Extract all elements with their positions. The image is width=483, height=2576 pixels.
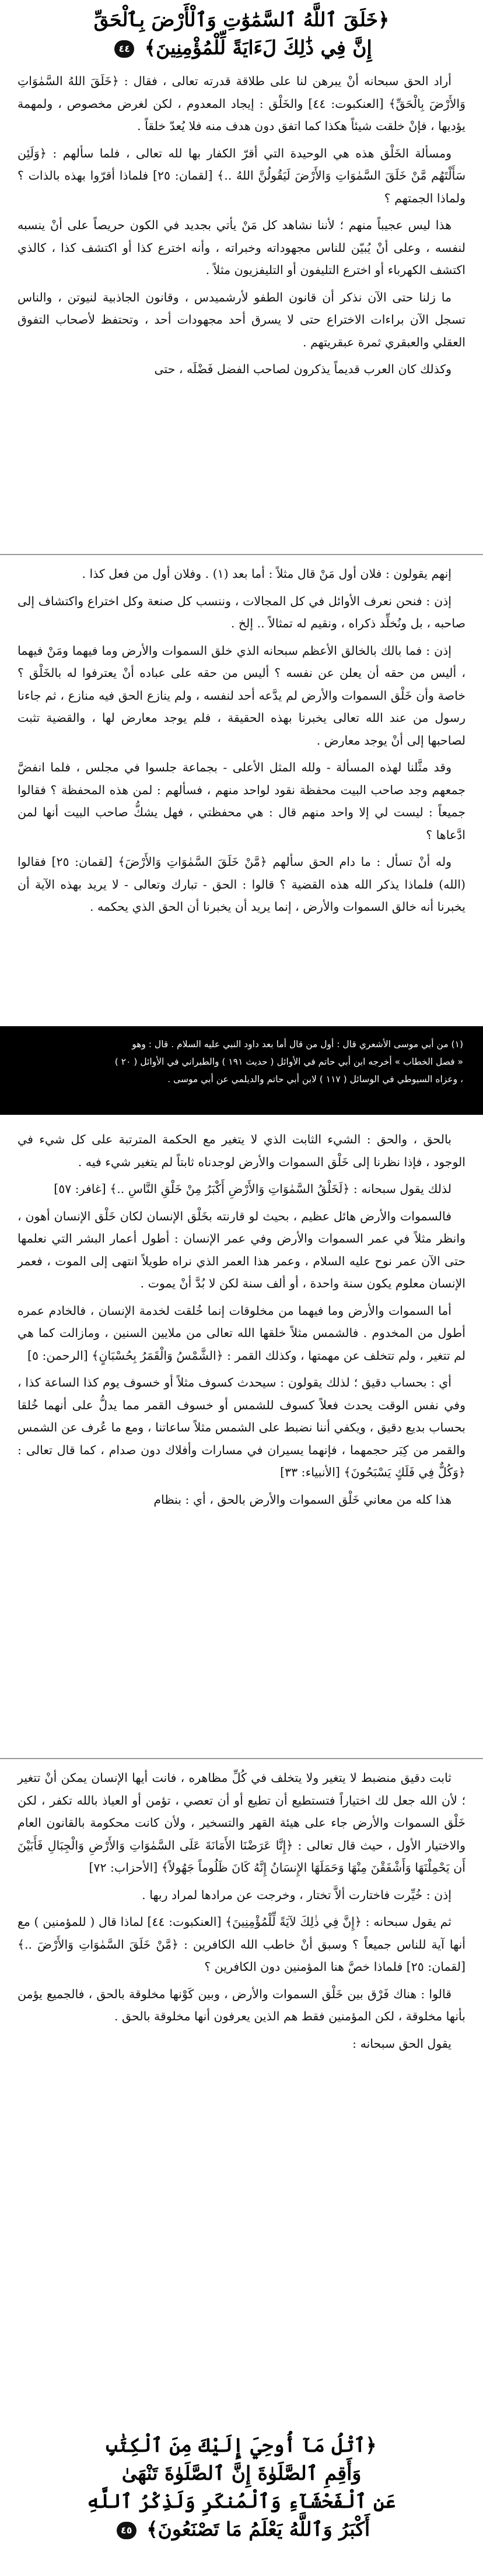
- paragraph: يقول الحق سبحانه :: [352, 2036, 452, 2051]
- paragraph: إذن : فنحن نعرف الأوائل في كل المجالات ، وننسب كل صنعة وكل اختراع واكتشاف إلى صاحبه ، بل ونُخلِّد ذكراه ، ونقيم له تمثالاً .. إلخ .: [18, 594, 466, 630]
- footnote-line-2: « فصل الخطاب » أخرجه ابن أبي حاتم في الأوائل ( حديث ١٩١ ) والطبراني في الأوائل ( ٢٠ ): [114, 1057, 463, 1067]
- footer-verse-line-2: وَأَقِمِ ٱلصَّلَوٰةَ إِنَّ ٱلصَّلَوٰةَ تَنْهَىٰ: [121, 2462, 362, 2484]
- paragraph: ثم يقول سبحانه : ﴿إِنَّ فِي ذٰلِكَ لآيَةً لِّلْمُؤْمِنِينَ﴾ [العنكبوت: ٤٤] لماذا قال ( للمؤمنين ) مع أنها آية للناس جميعاً ؟ وسبق أنْ خاطب الله الكافرين : ﴿مَّنْ خَلَقَ السَّمٰوَاتِ وَالأَرْضَ ..﴾ [لقمان: ٢٥] فلماذا خصَّ هنا المؤمنين دون الكافرين ؟: [18, 1915, 466, 1974]
- footer-verse-line-1: ﴿ٱتْلُ مَآ أُوحِيَ إِلَيْكَ مِنَ ٱلْكِتَٰبِ: [106, 2434, 377, 2456]
- footer-verse-line-4-text: أَكْبَرُ وَٱللَّهُ يَعْلَمُ مَا تَصْنَعُونَ﴾: [146, 2518, 370, 2540]
- paragraph: ما زلنا حتى الآن نذكر أن قانون الطفو لأرشميدس ، وقانون الجاذبية لنيوتن ، والناس تسجل الآن براءات الاختراع حتى لا يسرق أحد مجهودات أحد ، وتحتفظ لأصحاب التفوق العقلي والعبقري ثمرة عبقريتهم .: [18, 290, 466, 349]
- footer-verse: [64, 2431, 419, 2543]
- paragraph: قالوا : هناك فَرْق بين خَلْق السموات والأرض ، وبين كَوْنها مخلوقة بالحق ، فالجميع يؤمن بأنها مخلوقة ، لكن المؤمنين فقط هم الذين يعرفون أنها مخلوقة بالحق .: [18, 1987, 466, 2023]
- footnote-box: [0, 1026, 483, 1115]
- paragraph: إنهم يقولون : فلان أول مَنْ قال مثلاً : أما بعد (١) . وفلان أول من فعل كذا .: [82, 567, 452, 581]
- paragraph: أراد الحق سبحانه أنْ يبرهن لنا على طلاقة قدرته تعالى ، فقال : ﴿خَلَقَ اللهُ السَّمٰوَاتِ وَالأَرْضَ بِالْحَقِّ﴾ [العنكبوت: ٤٤] والخَلْق : إيجاد المعدوم ، لكن لغرض مخصوص ، ولمهمة يؤديها ، فإنْ خلقت شيئاً هكذا كما اتفق دون هدف منه فلا يُعدّ خلقاً .: [18, 74, 466, 133]
- verse-number-badge: ٤٥: [117, 2522, 136, 2539]
- header-verse-line-2-text: إِنَّ فِي ذَٰلِكَ لَءَايَةً لِّلْمُؤْمِنِينَ﴾: [144, 36, 372, 59]
- commentary-section-4: [18, 1767, 466, 2059]
- paragraph: أي : بحساب دقيق ؛ لذلك يقولون : سيحدث كسوف مثلاً أو خسوف يوم كذا الساعة كذا ، وفي نفس الوقت يحدث فعلاً كسوف للشمس أو خسوف القمر مما يدلُّ على أنهما خُلقا بحساب بديع دقيق ، ويكفي أننا نضبط على الشمس مثلاً ساعاتنا ، ومع ما عُرف عن الشمس والقمر من كِبَر حجمهما ، فإنهما يسيران في مسارات وأفلاك دون صدام ، كما قال تعالى : ﴿وَكُلٌّ فِي فَلَكٍ يَسْبَحُونَ﴾ [الأنبياء: ٣٣]: [18, 1375, 466, 1479]
- paragraph: وقد مثَّلنا لهذه المسألة - ولله المثل الأعلى - بجماعة جلسوا في مجلس ، فلما انفضَّ جمعهم وجد صاحب البيت محفظة نقود لواحد منهم ، فسألهم : لمن هذه المحفظة ؟ فقالوا جميعاً : ليست لي إلا واحد منهم قال : هي محفظتي ، فهل يشكُّ صاحب البيت أنها لمن ادَّعاها ؟: [18, 760, 466, 842]
- footnote-line-3: ، وعزاه السيوطي في الوسائل ( ١١٧ ) لابن أبي حاتم والديلمي عن أبي موسى .: [167, 1074, 463, 1085]
- page-divider: [0, 1758, 483, 1759]
- page-divider: [0, 554, 483, 555]
- header-verse-line-2: [76, 34, 407, 62]
- paragraph: أما السموات والأرض وما فيهما من مخلوقات إنما خُلقت لخدمة الإنسان ، فالخادم عمره أطول من المخدوم . فالشمس مثلاً خلقها الله تعالى من ملايين السنين ، ومازالت كما هي لم تتغير ، ولم تتخلف عن مهمتها ، وكذلك القمر : ﴿الشَّمْسُ وَالْقَمَرُ بِحُسْبَانٍ﴾ [الرحمن: ٥]: [18, 1303, 466, 1363]
- paragraph: وكذلك كان العرب قديماً يذكرون لصاحب الفضل فَضْلَه ، حتى: [154, 362, 452, 376]
- paragraph: ومسألة الخَلْق هذه هي الوحيدة التي أقرّ الكفار بها لله تعالى ، فلما سألهم : ﴿وَلَئِن سَأَلْتَهُم مَّنْ خَلَقَ السَّمٰوَاتِ وَالأَرْضَ لَيَقُولُنَّ اللهُ ..﴾ [لقمان: ٢٥] فلماذا أقرّوا بهذه بالذات ؟ ولماذا الجمتهم ؟: [18, 146, 466, 205]
- paragraph: هذا ليس عجيباً منهم ؛ لأننا نشاهد كل مَنْ يأتي بجديد في الكون حريصاً على أنْ ينسبه لنفسه ، وعلى أنْ يُبيّن للناس مجهوداته وخبراته ، وأنه اخترع كذا أو اكتشف كذا ، كالذي اكتشف الكهرباء أو اخترع التليفون أو التليفزيون مثلاً .: [18, 218, 466, 277]
- header-verse: [76, 6, 407, 62]
- footnote-line-1: (١) من أبي موسى الأشعري قال : أول من قال أما بعد داود النبي عليه السلام . قال : وهو: [132, 1039, 463, 1050]
- paragraph: ثابت دقيق منضبط لا يتغير ولا يتخلف في كُلِّ مظاهره ، فانت أيها الإنسان يمكن أنْ تتغير ؛ لأن الله جعل لك اختياراً فتستطيع أن تطيع أو أن تعصي ، تؤمن أو العياذ بالله تكفر ، لكن خَلْق السموات والأرض جاء على هيئة القهر والتسخير ، ولأن كانت محكومة بالقانون العام والاختيار الأول ، حيث قال تعالى : ﴿إِنَّا عَرَضْنَا الأَمَانَةَ عَلَى السَّمٰوَاتِ وَالأَرْضِ وَالْجِبَالِ فَأَبَيْنَ أَن يَحْمِلْنَهَا وَأَشْفَقْنَ مِنْهَا وَحَمَلَهَا الإِنسَانُ إِنَّهُ كَانَ ظَلُوماً جَهُولاً﴾ [الأحزاب: ٧٢]: [18, 1771, 466, 1875]
- footer-verse-line-4: [64, 2515, 419, 2543]
- paragraph: هذا كله من معاني خَلْق السموات والأرض بالحق ، أي : بنظام: [153, 1492, 452, 1507]
- footer-verse-line-3: عَنِ ٱلْفَحْشَآءِ وَٱلْمُنكَرِ وَلَذِكْرُ ٱللَّهِ: [87, 2490, 396, 2512]
- commentary-section-2: [18, 563, 466, 923]
- paragraph: بالحق ، والحق : الشيء الثابت الذي لا يتغير مع الحكمة المترتبة على كل شيء في الوجود ، فإذا نظرنا إلى خَلْق السموات والأرض لوجدناه ثابتاً لم يتغير شيء فيه .: [18, 1132, 466, 1169]
- paragraph: إذن : خُيِّرت فاختارت ألاَّ تختار ، وخرجت عن مرادها لمراد ربها .: [142, 1887, 452, 1902]
- paragraph: وله أنْ تسأل : ما دام الحق سألهم ﴿مَّنْ خَلَقَ السَّمٰوَاتِ وَالأَرْضَ﴾ [لقمان: ٢٥] فقالوا (الله) فلماذا يذكر الله هذه القضية ؟ قالوا : الحق - تبارك وتعالى - لا يريد بهذه الآية أن يخبرنا أنه خالق السموات والأرض ، إنما يريد أن يخبرنا أن الحق الذي يحكمه .: [18, 855, 466, 914]
- paragraph: لذلك يقول سبحانه : ﴿لَخَلْقُ السَّمٰوَاتِ وَالأَرْضِ أَكْبَرُ مِنْ خَلْقِ النَّاسِ ..﴾ [غافر: ٥٧]: [54, 1182, 452, 1196]
- commentary-section-1: [18, 70, 466, 385]
- commentary-section-3: [18, 1128, 466, 1515]
- verse-number-badge: ٤٤: [114, 40, 134, 58]
- paragraph: فالسموات والأرض هائل عظيم ، بحيث لو قارنته بخَلْق الإنسان لكان خَلْق الإنسان أهون ، وانظر مثلاً في عمر السموات والأرض وفي عمر الإنسان : أطول أعمار البشر التي نعلمها حتى الآن عمر نوح عليه السلام ، وعمر هذا العمر الذي نراه طويلاً انتهى إلى الموت ، فعمر الإنسان معلوم يكون سنة واحدة ، أو ألف سنة لكن لا بُدَّ أنْ يموت .: [18, 1209, 466, 1290]
- paragraph: إذن : فما بالك بالخالق الأعظم سبحانه الذي خلق السموات والأرض وما فيهما ومَنْ فيهما ، أليس من حقه أن يعلن عن نفسه ؟ أليس من حقه على عباده أنْ يعترفوا له بالخَلْق ؟ خاصة وأن خَلْق السموات والأرض لم يدَّعه أحد لنفسه ، ولم ينازع الحق فيه منازع ، ثم جاءنا رسول من عند الله تعالى يخبرنا بهذه الحقيقة ، فلم يوجد معارض لها ، والقضية تثبت لصاحبها إلى أنْ يوجد معارض .: [18, 643, 466, 747]
- header-verse-line-1: ﴿خَلَقَ ٱللَّهُ ٱلسَّمَٰوَٰتِ وَٱلْأَرْضَ بِٱلْحَقِّ: [93, 8, 390, 31]
